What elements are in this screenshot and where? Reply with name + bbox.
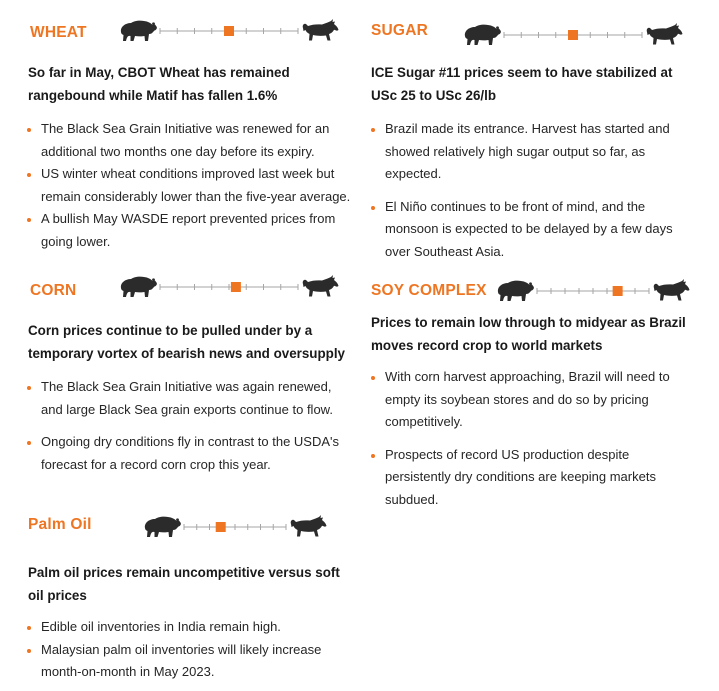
list-item [371, 366, 691, 434]
bull-icon [647, 23, 683, 45]
corn-headline: Corn prices continue to be pulled under by a temporary vortex of bearish news and oversupply [28, 323, 346, 361]
corn-sentiment-meter [118, 272, 340, 302]
palm-headline: Palm oil prices remain uncompetitive versus soft oil prices [28, 565, 340, 603]
list-item [27, 163, 352, 208]
bullet-dot-icon [27, 441, 31, 445]
wheat-bullet-list [27, 118, 352, 253]
bullet-text: Prospects of record US production despite persistently dry conditions are keeping markets subdued. [385, 446, 656, 507]
list-item [27, 208, 352, 253]
list-item [27, 118, 352, 163]
bull-icon [654, 279, 690, 301]
sugar-headline: ICE Sugar #11 prices seem to have stabilized at USc 25 to USc 26/lb [371, 65, 673, 103]
bullet-text: A bullish May WASDE report prevented prices from going lower. [41, 211, 336, 249]
sugar-title: SUGAR [371, 22, 428, 39]
palm-bullet-list [27, 616, 352, 684]
list-item [27, 616, 352, 639]
bear-icon [121, 21, 157, 41]
sentiment-marker [231, 282, 241, 292]
bullet-text: El Niño continues to be front of mind, and the monsoon is expected to be delayed by a few days over Southeast Asia. [385, 198, 673, 259]
bull-icon [291, 515, 327, 537]
wheat-headline: So far in May, CBOT Wheat has remained rangebound while Matif has fallen 1.6% [28, 65, 290, 103]
bullet-dot-icon [27, 218, 31, 222]
bullet-dot-icon [27, 128, 31, 132]
soy-headline: Prices to remain low through to midyear as Brazil moves record crop to world markets [371, 315, 686, 353]
bullet-dot-icon [27, 173, 31, 177]
sentiment-marker [224, 26, 234, 36]
corn-bullet-list [27, 376, 352, 476]
soy-bullet-list [371, 366, 691, 511]
bullet-text: Ongoing dry conditions fly in contrast to the USDA's forecast for a record corn crop this year. [41, 434, 340, 472]
list-item [27, 376, 352, 421]
sentiment-marker [216, 522, 226, 532]
soy-title: SOY COMPLEX [371, 282, 487, 299]
list-item [371, 196, 691, 264]
sugar-sentiment-meter [462, 20, 684, 50]
sentiment-marker [613, 286, 623, 296]
bullet-text: With corn harvest approaching, Brazil will need to empty its soybean stores and do so by pricing competitively. [385, 369, 670, 429]
list-item [27, 431, 352, 476]
corn-title: CORN [30, 282, 77, 299]
bullet-dot-icon [371, 454, 375, 458]
bullet-dot-icon [371, 376, 375, 380]
bullet-text: US winter wheat conditions improved last week but remain considerably lower than the five-year average. [41, 166, 351, 204]
bear-icon [121, 277, 157, 297]
bullet-text: The Black Sea Grain Initiative was renewed for an additional two months one day before its expiry. [41, 121, 330, 159]
bear-icon [498, 281, 534, 301]
palm-sentiment-meter [142, 512, 328, 542]
bullet-text: The Black Sea Grain Initiative was again renewed, and large Black Sea grain exports continue to flow. [41, 379, 333, 417]
wheat-sentiment-meter [118, 16, 340, 46]
wheat-title: WHEAT [30, 24, 87, 41]
bull-icon [303, 275, 339, 297]
list-item [371, 118, 691, 186]
bullet-dot-icon [27, 626, 31, 630]
bullet-text: Malaysian palm oil inventories will likely increase month-on-month in May 2023. [41, 641, 322, 679]
bullet-dot-icon [371, 128, 375, 132]
bullet-text: Brazil made its entrance. Harvest has started and showed relatively high sugar output so far, as expected. [385, 121, 670, 181]
bull-icon [303, 19, 339, 41]
soy-sentiment-meter [495, 276, 691, 306]
bear-icon [145, 517, 181, 537]
sugar-bullet-list [371, 118, 691, 263]
bullet-dot-icon [27, 649, 31, 653]
bullet-text: Edible oil inventories in India remain high. [41, 619, 281, 634]
list-item [27, 639, 352, 684]
list-item [371, 444, 691, 512]
palm-title: Palm Oil [28, 516, 92, 533]
bear-icon [465, 25, 501, 45]
sentiment-marker [568, 30, 578, 40]
bullet-dot-icon [27, 386, 31, 390]
bullet-dot-icon [371, 206, 375, 210]
